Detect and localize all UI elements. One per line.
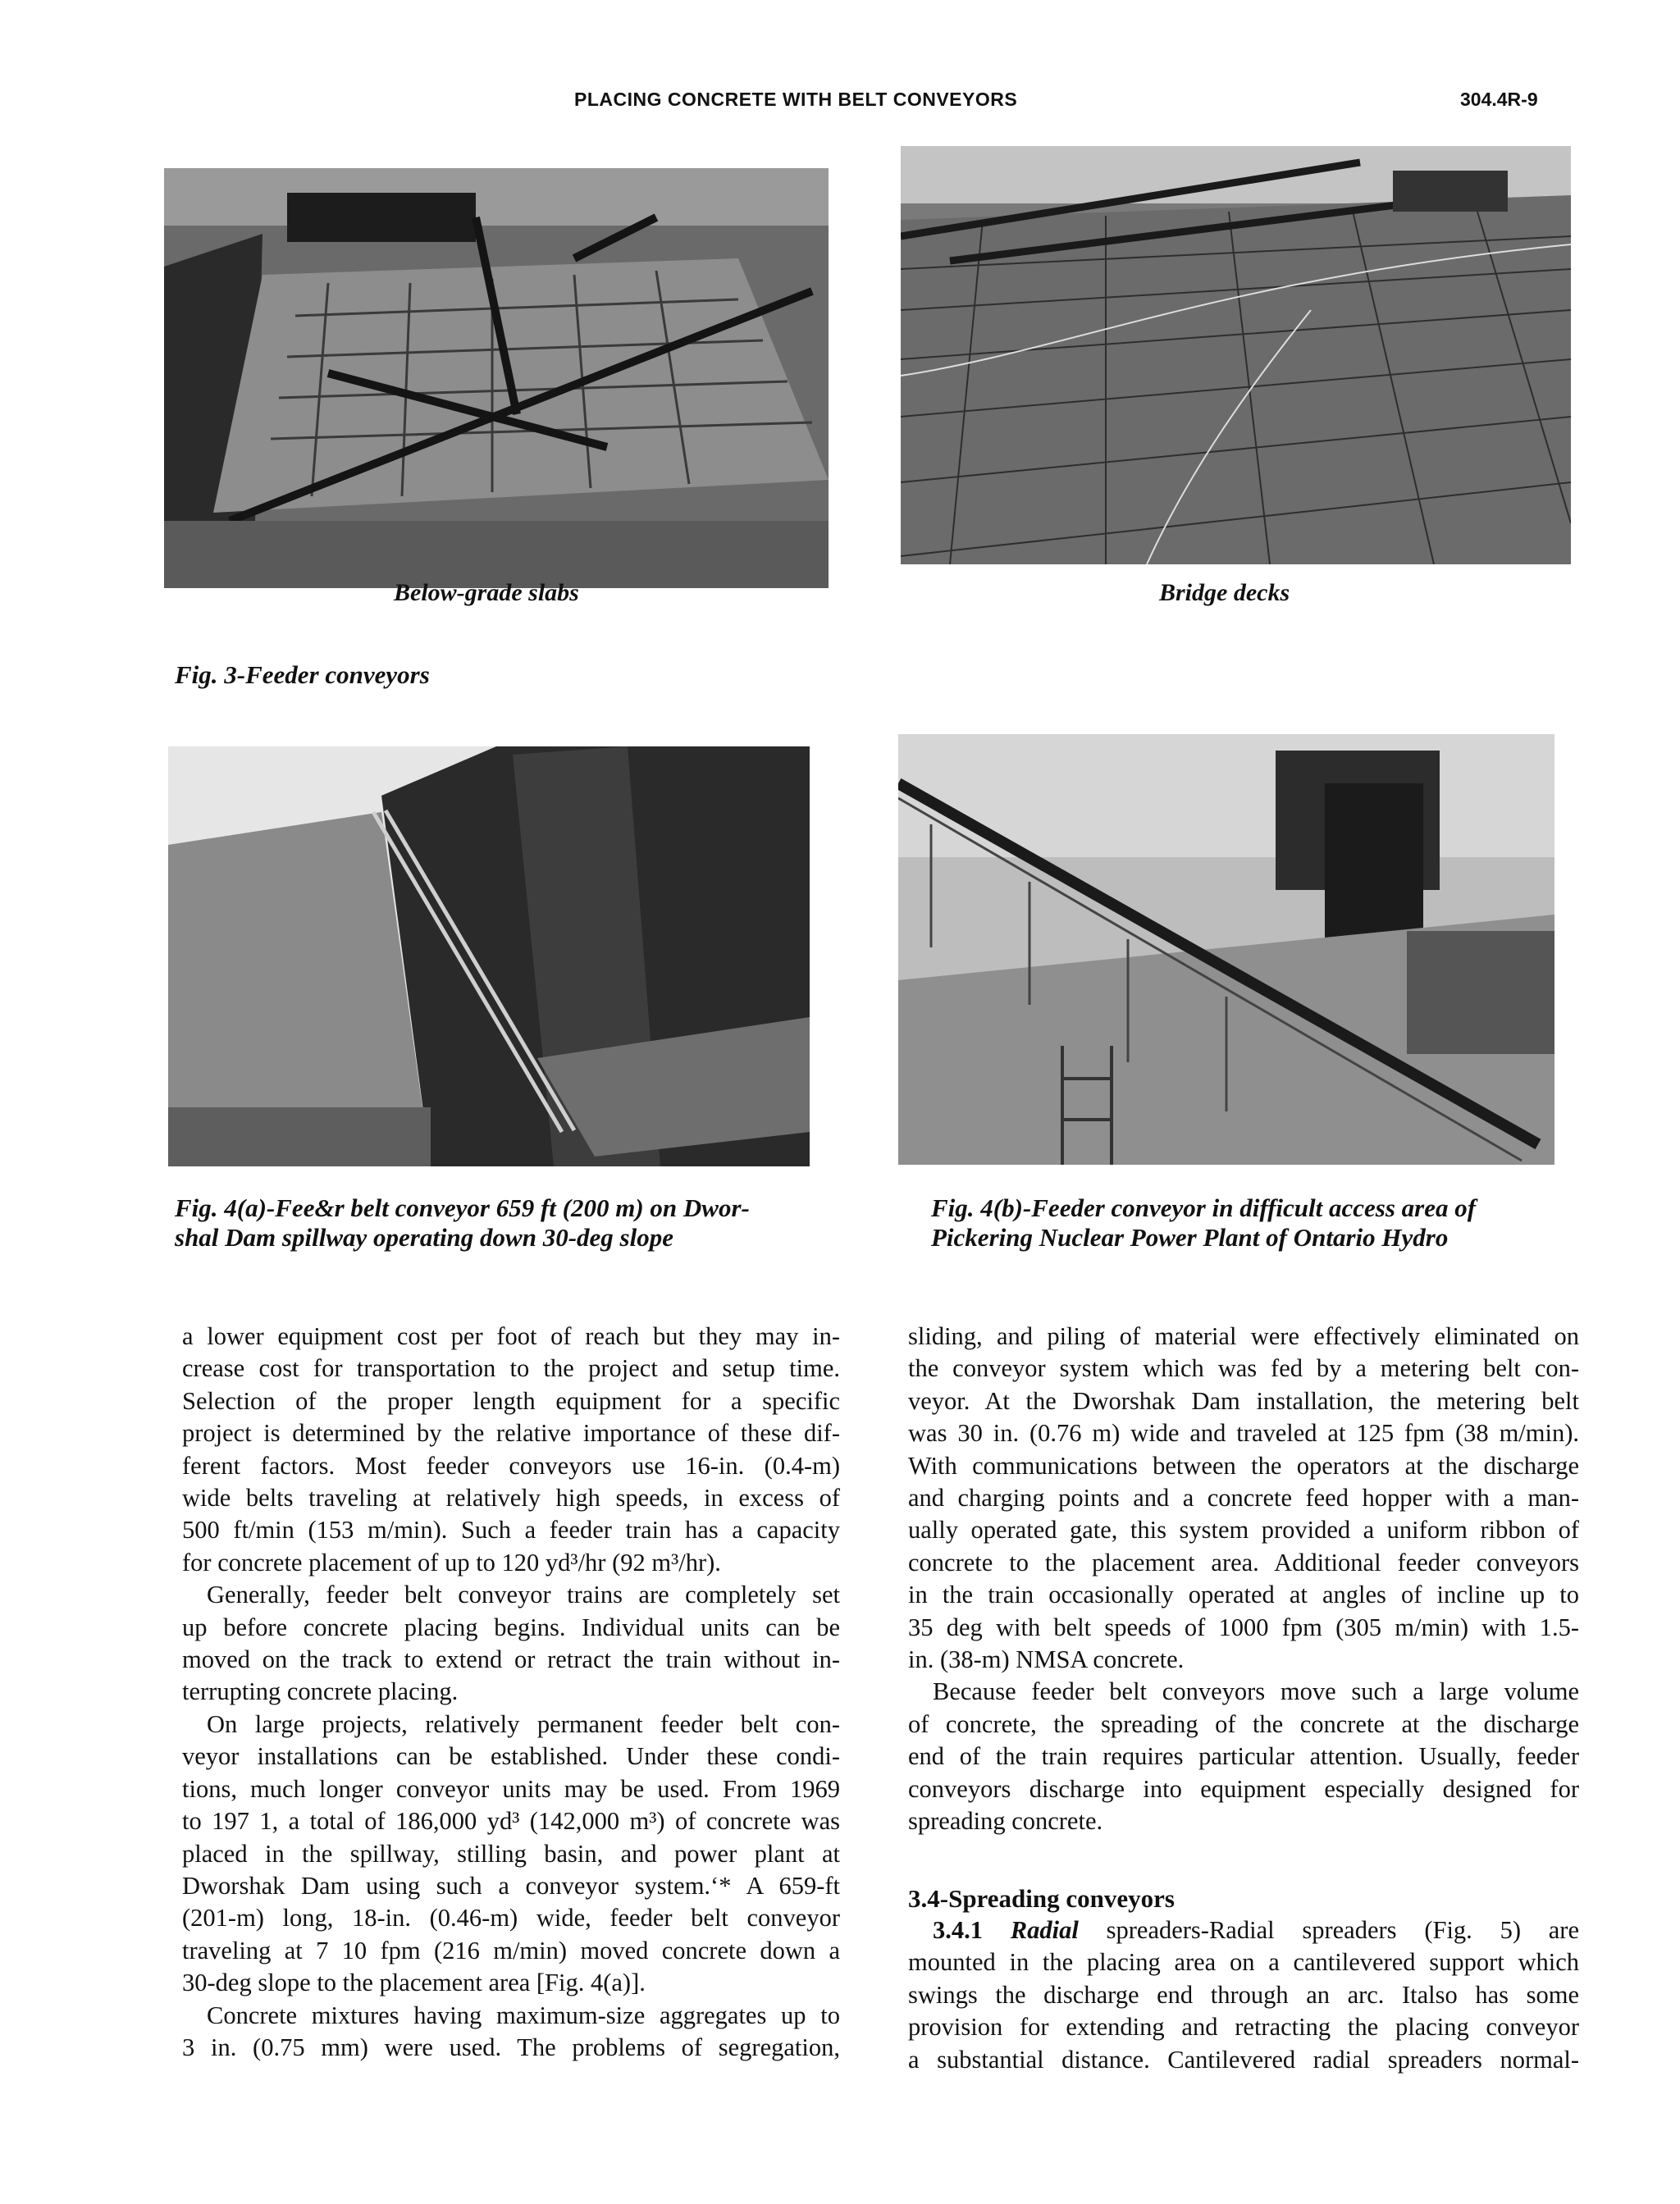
text-line: spreaders-Radial spreaders (Fig. 5) are xyxy=(1106,1915,1580,1944)
photo-label-below-grade-slabs: Below-grade slabs xyxy=(394,579,579,606)
text-line: Concrete mixtures having maximum-size aggregates up to xyxy=(207,2001,840,2029)
text-line: and charging points and a concrete feed hopper with a man- xyxy=(908,1484,1579,1513)
text-line: 35 deg with belt speeds of 1000 fpm (305 m/min) with 1.5- xyxy=(908,1613,1579,1641)
text-line: traveling at 7 10 fpm (216 m/min) moved concrete down a xyxy=(182,1936,840,1964)
text-line: was 30 in. (0.76 m) wide and traveled at 125 fpm (38 m/min). xyxy=(908,1419,1579,1448)
figure-4a-caption xyxy=(175,1193,750,1253)
text-line: ferent factors. Most feeder conveyors use 16-in. (0.4-m) xyxy=(182,1451,840,1480)
text-line: up before concrete placing begins. Individual units can be xyxy=(182,1613,840,1641)
text-line: terrupting concrete placing. xyxy=(182,1677,459,1706)
text-line: a substantial distance. Cantilevered radial spreaders normal- xyxy=(908,2045,1579,2074)
figure-4a-caption-line-2: shal Dam spillway operating down 30-deg slope xyxy=(175,1223,673,1252)
text-line: crease cost for transportation to the project and setup time. xyxy=(182,1354,840,1383)
running-title: PLACING CONCRETE WITH BELT CONVEYORS xyxy=(574,89,1018,110)
running-header xyxy=(0,89,1680,121)
text-line: 3 in. (0.75 mm) were used. The problems of segregation, xyxy=(182,2033,840,2061)
text-line: spreading concrete. xyxy=(908,1807,1103,1836)
photo-dworshak-dam-spillway xyxy=(168,746,810,1166)
text-line: veyor. At the Dworshak Dam installation, the metering belt xyxy=(908,1386,1579,1415)
left-text-column xyxy=(182,1321,840,2064)
right-text-column xyxy=(908,1321,1579,2076)
text-line: a lower equipment cost per foot of reach but they may in- xyxy=(182,1322,840,1350)
figure-4a-caption-line-1: Fig. 4(a)-Fee&r belt conveyor 659 ft (200 m) on Dwor- xyxy=(175,1193,750,1222)
text-line: Because feeder belt conveyors move such a large volume xyxy=(933,1677,1579,1706)
section-heading: 3.4-Spreading conveyors xyxy=(908,1883,1175,1913)
text-line: placed in the spillway, stilling basin, and power plant at xyxy=(182,1839,840,1868)
text-line: tions, much longer conveyor units may be used. From 1969 xyxy=(182,1774,840,1803)
figure-4b-caption-line-2: Pickering Nuclear Power Plant of Ontario Hydro xyxy=(931,1223,1449,1252)
text-line: moved on the track to extend or retract the train without in- xyxy=(182,1645,840,1674)
text-line: sliding, and piling of material were effectively eliminated on xyxy=(908,1322,1579,1350)
text-line: project is determined by the relative importance of these dif- xyxy=(182,1419,840,1448)
figure-4b-caption-line-1: Fig. 4(b)-Feeder conveyor in difficult access area of xyxy=(931,1193,1477,1222)
photo-label-bridge-decks: Bridge decks xyxy=(1159,579,1290,606)
photo-below-grade-slabs xyxy=(164,168,829,588)
text-line: the conveyor system which was fed by a metering belt con- xyxy=(908,1354,1579,1383)
text-line: wide belts traveling at relatively high speeds, in excess of xyxy=(182,1484,840,1513)
text-line: With communications between the operators at the discharge xyxy=(908,1451,1579,1480)
text-line: of concrete, the spreading of the concrete at the discharge xyxy=(908,1709,1579,1738)
text-line: On large projects, relatively permanent feeder belt con- xyxy=(207,1709,840,1738)
text-line: Dworshak Dam using such a conveyor system.‘* A 659-ft xyxy=(182,1871,840,1900)
page-number: 304.4R-9 xyxy=(1460,89,1538,110)
text-line: Selection of the proper length equipment for a specific xyxy=(182,1386,840,1415)
text-line: mounted in the placing area on a cantilevered support which xyxy=(908,1948,1579,1977)
text-line: ually operated gate, this system provided a uniform ribbon of xyxy=(908,1516,1579,1545)
photo-bridge-decks xyxy=(901,146,1571,564)
text-line: Generally, feeder belt conveyor trains are completely set xyxy=(207,1581,840,1609)
figure-3-caption: Fig. 3-Feeder conveyors xyxy=(175,660,430,689)
text-line: (201-m) long, 18-in. (0.46-m) wide, feeder belt conveyor xyxy=(182,1904,840,1932)
text-line: 30-deg slope to the placement area [Fig. 4(a)]. xyxy=(182,1969,646,1997)
subsection-first-line xyxy=(908,1914,1579,1946)
text-line: to 197 1, a total of 186,000 yd³ (142,000 m³) of concrete was xyxy=(182,1807,840,1836)
text-line: swings the discharge end through an arc. Italso has some xyxy=(908,1980,1579,2009)
photo-pickering-nuclear-plant xyxy=(898,734,1554,1165)
text-line: conveyors discharge into equipment especially designed for xyxy=(908,1774,1579,1803)
text-line: end of the train requires particular attention. Usually, feeder xyxy=(908,1742,1579,1771)
text-line: in the train occasionally operated at angles of incline up to xyxy=(908,1581,1579,1609)
text-line: in. (38-m) NMSA concrete. xyxy=(908,1645,1185,1674)
text-line: veyor installations can be established. Under these condi- xyxy=(182,1742,840,1771)
text-line: provision for extending and retracting the placing conveyor xyxy=(908,2013,1579,2042)
text-line: for concrete placement of up to 120 yd³/hr (92 m³/hr). xyxy=(182,1548,721,1577)
text-line: concrete to the placement area. Additional feeder conveyors xyxy=(908,1548,1579,1577)
subsection-title: Radial xyxy=(1010,1915,1079,1944)
text-line: 500 ft/min (153 m/min). Such a feeder train has a capacity xyxy=(182,1516,840,1545)
figure-4b-caption xyxy=(931,1193,1476,1253)
subsection-number: 3.4.1 xyxy=(933,1915,983,1944)
